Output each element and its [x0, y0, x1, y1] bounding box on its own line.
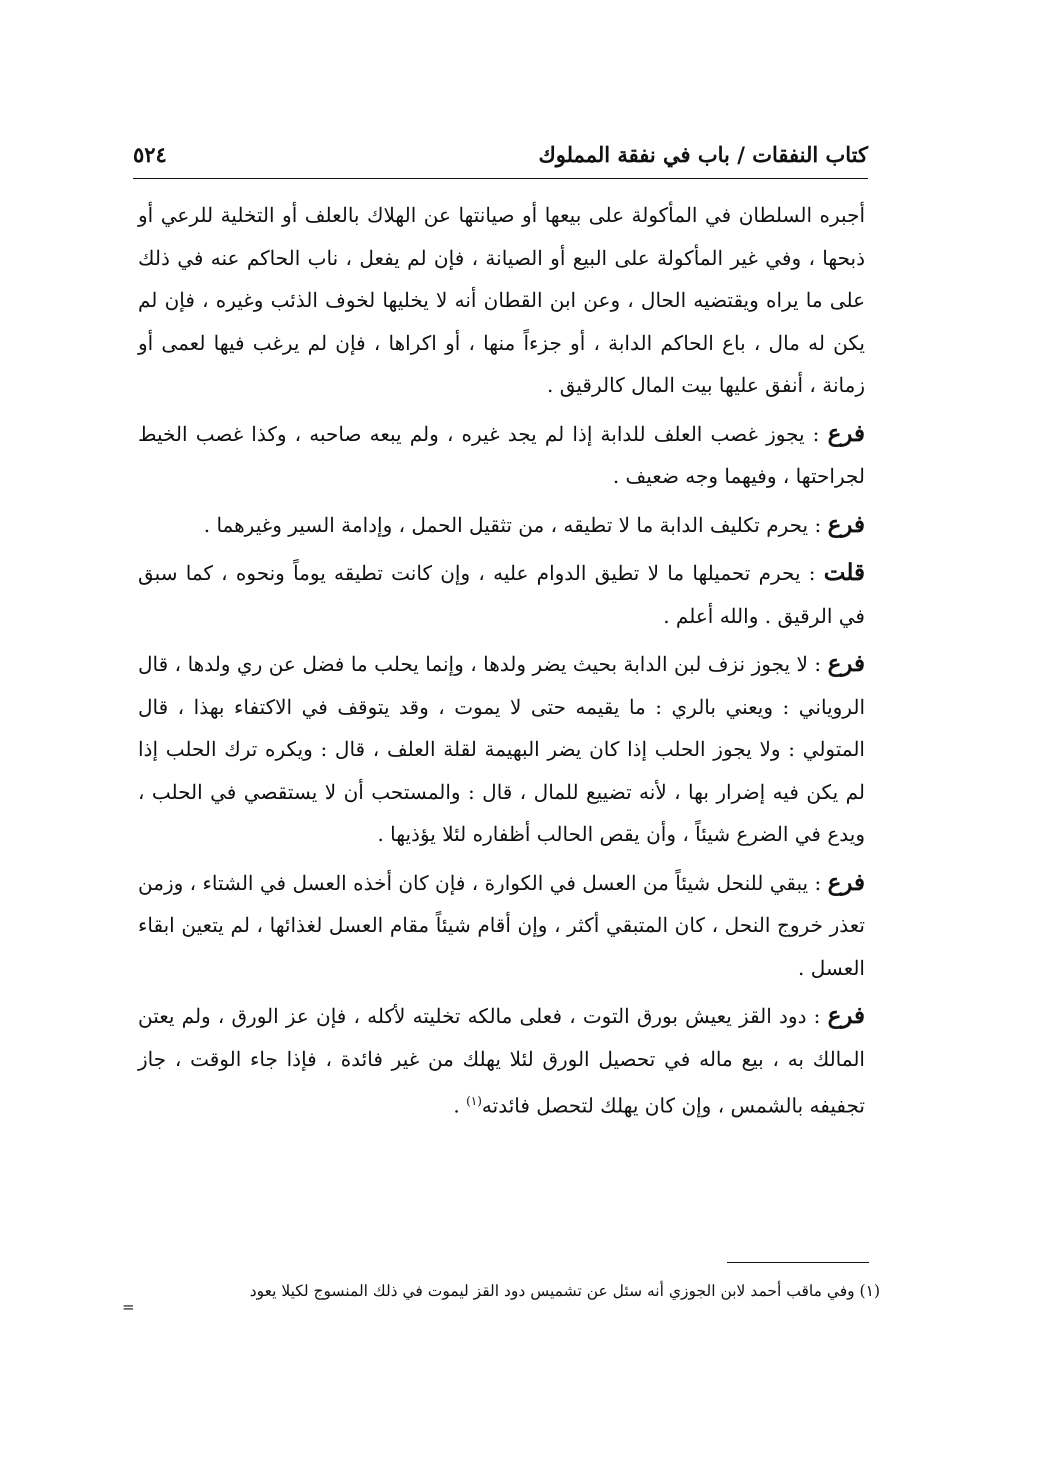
paragraph-6 — [138, 862, 865, 990]
paragraph-text: : دود القز يعيش بورق التوت ، فعلى مالكه تخليته لأكله ، فإن عز الورق ، ولم يعتن المالك به ، بيع ماله في تحصيل الورق لئلا يهلك من غير فائدة ، فإذا جاء الوقت ، جاز تجفيفه بالشمس ، وإن كان يهلك لتحصل فائدته — [138, 1004, 865, 1118]
footnote-continuation-mark: = — [122, 1298, 135, 1316]
footnote-ref: (١) — [466, 1094, 482, 1108]
footnote: (١) وفي ماقب أحمد لابن الجوزي أنه سئل عن تشميس دود القز ليموت في ذلك المنسوج لكيلا يعود — [249, 1282, 880, 1300]
paragraph-5 — [138, 643, 865, 856]
paragraph-2 — [138, 413, 865, 498]
section-lead: فرع — [827, 1002, 865, 1029]
paragraph-7 — [138, 995, 865, 1127]
paragraph-text: : يبقي للنحل شيئاً من العسل في الكوارة ، فإن كان أخذه العسل في الشتاء ، وزمن تعذر خروج النحل ، كان المتبقي أكثر ، وإن أقام شيئاً مقام العسل لغذائها ، لم يتعين ابقاء العسل . — [138, 870, 865, 980]
section-lead: قلت — [823, 559, 865, 586]
paragraph-text: : يجوز غصب العلف للدابة إذا لم يجد غيره ، ولم يبعه صاحبه ، وكذا غصب الخيط لجراحتها ، وفيهما وجه ضعيف . — [138, 421, 865, 488]
running-header — [133, 136, 868, 172]
paragraph-text: : يحرم تحميلها ما لا تطيق الدوام عليه ، وإن كانت تطيقه يوماً ونحوه ، كما سبق في الرقيق . والله أعلم . — [138, 561, 865, 628]
footnote-rule — [727, 1262, 869, 1263]
paragraph-text: : يحرم تكليف الدابة ما لا تطيقه ، من تثقيل الحمل ، وإدامة السير وغيرهما . — [203, 512, 828, 537]
section-lead: فرع — [827, 650, 865, 677]
paragraph-1 — [138, 194, 865, 407]
main-text — [138, 194, 865, 1133]
paragraph-text: أجبره السلطان في المأكولة على بيعها أو صيانتها عن الهلاك بالعلف أو التخلية للرعي أو ذبحها ، وفي غير المأكولة على البيع أو الصيانة ، فإن لم يفعل ، ناب الحاكم عنه في ذلك على ما يراه ويقتضيه الحال ، وعن ابن القطان أنه لا يخليها لخوف الذئب وغيره ، فإن لم يكن له مال ، باع الحاكم الدابة ، أو جزءاً منها ، أو اكراها ، فإن لم يرغب فيها لعمى أو زمانة ، أنفق عليها بيت المال كالرقيق . — [138, 203, 866, 397]
chapter-title: كتاب النفقات / باب في نفقة المملوك — [538, 141, 868, 167]
paragraph-3 — [138, 504, 865, 547]
paragraph-4 — [138, 552, 865, 637]
paragraph-text: : لا يجوز نزف لبن الدابة بحيث يضر ولدها ، وإنما يحلب ما فضل عن ري ولدها ، قال الروياني : ويعني بالري : ما يقيمه حتى لا يموت ، وقد يتوقف في الاكتفاء بهذا ، قال المتولي : ولا يجوز الحلب إذا كان يضر البهيمة لقلة العلف ، قال : ويكره ترك الحلب إذا لم يكن فيه إضرار بها ، لأنه تضييع للمال ، قال : والمستحب أن لا يستقصي في الحلب ، ويدع في الضرع شيئاً ، وأن يقص الحالب أظفاره لئلا يؤذيها . — [138, 652, 865, 846]
section-lead: فرع — [827, 510, 865, 538]
header-rule — [133, 178, 868, 179]
section-lead: فرع — [827, 419, 865, 447]
paragraph-end: . — [453, 1093, 467, 1118]
page-number: ٥٢٤ — [133, 141, 167, 167]
section-lead: فرع — [827, 868, 865, 896]
